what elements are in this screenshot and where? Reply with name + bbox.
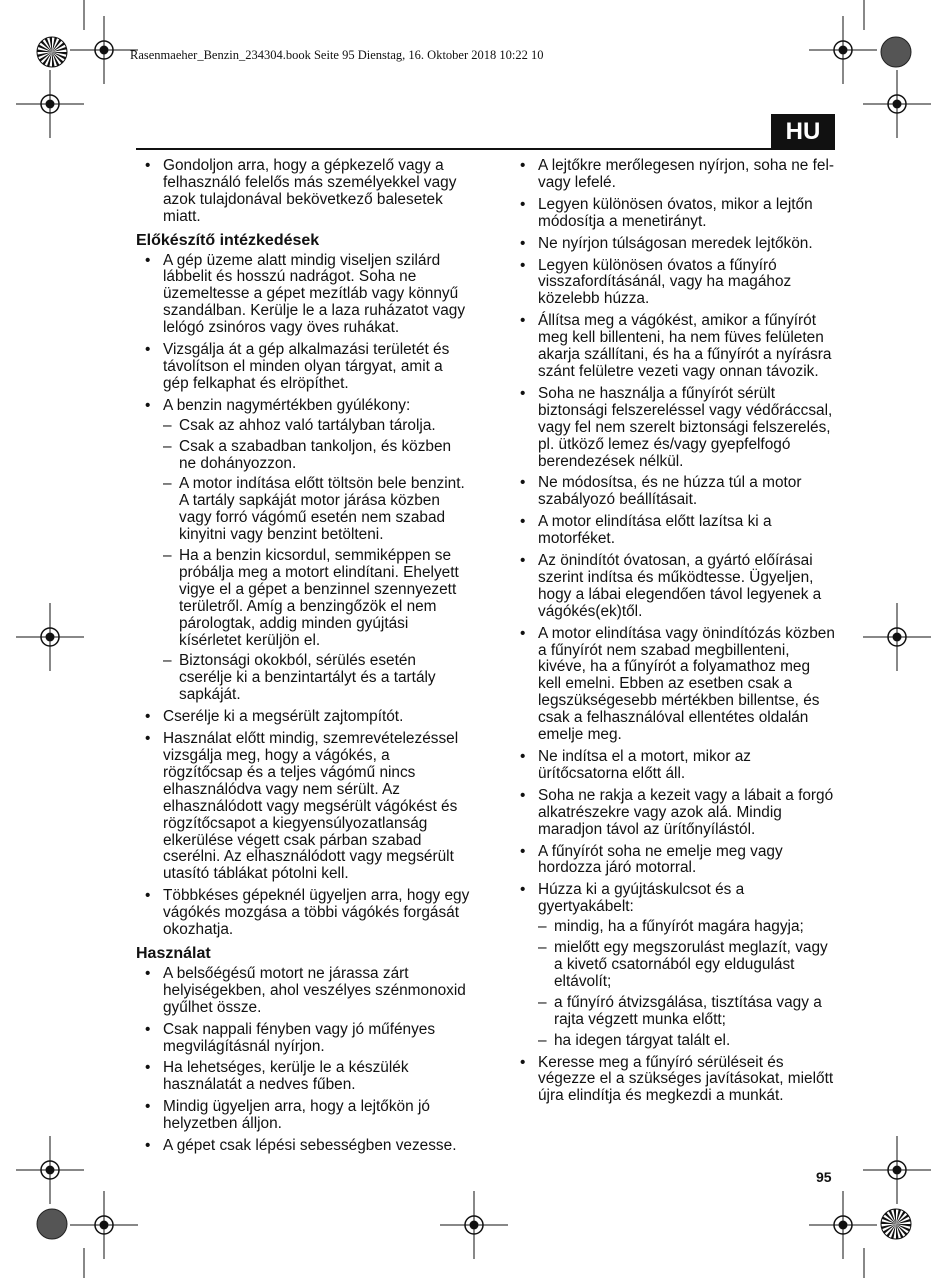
registration-crosshair-icon	[863, 603, 931, 671]
sub-list-item: – Csak a szabadban tankoljon, és közben ne dohányozzon.	[163, 439, 472, 473]
sub-list-item: – mielőtt egy megszorulást meglazít, vagy a kivető csatornából egy eldugulást eltávolít;	[538, 940, 837, 991]
registration-crosshair-icon	[863, 70, 931, 138]
right-column	[511, 158, 837, 1110]
registration-crosshair-icon	[440, 1191, 508, 1259]
registration-crosshair-icon	[16, 70, 84, 138]
right-list	[511, 158, 837, 1105]
list-item: • Soha ne használja a fűnyírót sérült biztonsági felszereléssel vagy védőráccsal, vagy fel nem szerelt biztonsági felszerelés, pl. ütköző lemez és/vagy gyepfelfogó berendezések nélkül.	[511, 386, 837, 471]
language-badge: HU	[771, 114, 835, 150]
header-rule	[136, 148, 772, 150]
list-item: • Legyen különösen óvatos, mikor a lejtőn módosítja a menetirányt.	[511, 197, 837, 231]
registration-dot-icon	[37, 1209, 67, 1239]
registration-crosshair-icon	[809, 1191, 877, 1259]
page-number: 95	[816, 1169, 832, 1185]
registration-starburst-icon	[37, 37, 67, 67]
use-list	[136, 966, 472, 1155]
list-item: • A lejtőkre merőlegesen nyírjon, soha ne fel- vagy lefelé.	[511, 158, 837, 192]
key-sublist	[538, 919, 837, 1049]
section-heading-use: Használat	[136, 944, 211, 962]
registration-crosshair-icon	[16, 603, 84, 671]
list-item: • A gépet csak lépési sebességben vezesse.	[136, 1138, 472, 1155]
registration-crosshair-icon	[16, 1136, 84, 1204]
registration-dot-icon	[881, 37, 911, 67]
list-item: • Használat előtt mindig, szemrevételezéssel vizsgálja meg, hogy a vágókés, a rögzítőcsap és a teljes vágómű nincs elhasználódva vagy nem sérült. Az elhasználódott vagy megsérült vágókést és rögzítőcsapot a kiegyensúlyozatlanság elkerülése végett csak párban szabad cserélni. Az elhasználódott vagy megsérült utasító táblákat pótolni kell.	[136, 731, 472, 883]
list-item: • A motor elindítása vagy önindítózás közben a fűnyírót nem szabad megbillenteni, kivéve, ha a fűnyírót a folyamathoz meg kell emelni. Ebben az esetben csak a legszükségesebb mértékben billentse, és csak a felhasználóval ellentétes oldalán emelje meg.	[511, 626, 837, 744]
sub-list-item: – Biztonsági okokból, sérülés esetén cserélje ki a benzintartályt és a tartály sapkáját.	[163, 653, 472, 704]
list-item-text: A benzin nagymértékben gyúlékony:	[163, 396, 411, 414]
list-item: • Ne nyírjon túlságosan meredek lejtőkön.	[511, 236, 837, 253]
list-item: • A gép üzeme alatt mindig viseljen szilárd lábbelit és hosszú nadrágot. Soha ne üzemeltesse a gépet mezítláb vagy könnyű szandálban. Kerülje le a laza ruházatot vagy lelógó zsinóros vagy öves ruhákat.	[136, 253, 472, 338]
list-item: • Az önindítót óvatosan, a gyártó előírásai szerint indítsa és működtesse. Ügyeljen, hogy a lábai elegendően távol legyenek a vágókés(ek)től.	[511, 553, 837, 621]
list-item-key	[511, 882, 837, 1049]
registration-crosshair-icon	[809, 16, 877, 84]
list-item: • Csak nappali fényben vagy jó műfényes megvilágításnál nyírjon.	[136, 1022, 472, 1056]
list-item: • Keresse meg a fűnyíró sérüléseit és végezze el a szükséges javításokat, mielőtt újra elindítja és megkezdi a munkát.	[511, 1055, 837, 1106]
registration-starburst-icon	[881, 1209, 911, 1239]
list-item: • Vizsgálja át a gép alkalmazási területét és távolítson el minden olyan tárgyat, amit a gép felkaphat és elröpíthet.	[136, 342, 472, 393]
sub-list-item: – ha idegen tárgyat talált el.	[538, 1033, 837, 1050]
sub-list-item: – Ha a benzin kicsordul, semmiképpen se próbálja meg a motort elindítani. Ehelyett vigye el a gépet a benzinnel szennyezett területről. Amíg a benzingőzök el nem párologtak, addig minden gyújtási kísérletet kerüljön el.	[163, 548, 472, 649]
list-item: • Mindig ügyeljen arra, hogy a lejtőkön jó helyzetben álljon.	[136, 1099, 472, 1133]
file-info-header: Rasenmaeher_Benzin_234304.book Seite 95 Dienstag, 16. Oktober 2018 10:22 10	[130, 48, 544, 62]
sub-list-item: – a fűnyíró átvizsgálása, tisztítása vagy a rajta végzett munka előtt;	[538, 995, 837, 1029]
sub-list-item: – A motor indítása előtt töltsön bele benzint. A tartály sapkáját motor járása közben vagy forró vágómű esetén nem szabad kinyitni vagy benzint betölteni.	[163, 476, 472, 544]
intro-list	[136, 158, 472, 226]
list-item: • Cserélje ki a megsérült zajtompítót.	[136, 709, 472, 726]
list-item: • Gondoljon arra, hogy a gépkezelő vagy a felhasználó felelős más személyekkel vagy azok tulajdonával bekövetkező balesetek miatt.	[136, 158, 472, 226]
list-item: • Ha lehetséges, kerülje le a készülék használatát a nedves fűben.	[136, 1060, 472, 1094]
list-item: • Ne módosítsa, és ne húzza túl a motor szabályozó beállításait.	[511, 475, 837, 509]
registration-crosshair-icon	[863, 1136, 931, 1204]
list-item: • A belsőégésű motort ne járassa zárt helyiségekben, ahol veszélyes szénmonoxid gyűlhet össze.	[136, 966, 472, 1017]
list-item-benzin	[136, 398, 472, 704]
list-item: • A fűnyírót soha ne emelje meg vagy hordozza járó motorral.	[511, 844, 837, 878]
list-item: • Soha ne rakja a kezeit vagy a lábait a forgó alkatrészekre vagy azok alá. Mindig maradjon távol az ürítőnyílástól.	[511, 788, 837, 839]
preparation-list	[136, 253, 472, 939]
registration-crosshair-icon	[70, 16, 138, 84]
benzin-sublist	[163, 418, 472, 705]
list-item: • A motor elindítása előtt lazítsa ki a motorféket.	[511, 514, 837, 548]
sub-list-item: – Csak az ahhoz való tartályban tárolja.	[163, 418, 472, 435]
registration-crosshair-icon	[70, 1191, 138, 1259]
sub-list-item: – mindig, ha a fűnyírót magára hagyja;	[538, 919, 837, 936]
list-item: • Többkéses gépeknél ügyeljen arra, hogy egy vágókés mozgása a többi vágókés forgását okozhatja.	[136, 888, 472, 939]
list-item: • Állítsa meg a vágókést, amikor a fűnyírót meg kell billenteni, ha nem füves felületen akarja szállítani, és ha a fűnyírót a nyírásra szánt felületre vezeti vagy onnan távozik.	[511, 313, 837, 381]
left-column	[136, 158, 472, 1160]
list-item-text: Húzza ki a gyújtáskulcsot és a gyertyakábelt:	[538, 881, 745, 916]
list-item: • Ne indítsa el a motort, mikor az ürítőcsatorna előtt áll.	[511, 749, 837, 783]
list-item: • Legyen különösen óvatos a fűnyíró visszafordításánál, vagy ha magához közelebb húzza.	[511, 258, 837, 309]
section-heading-preparation: Előkészítő intézkedések	[136, 231, 320, 249]
